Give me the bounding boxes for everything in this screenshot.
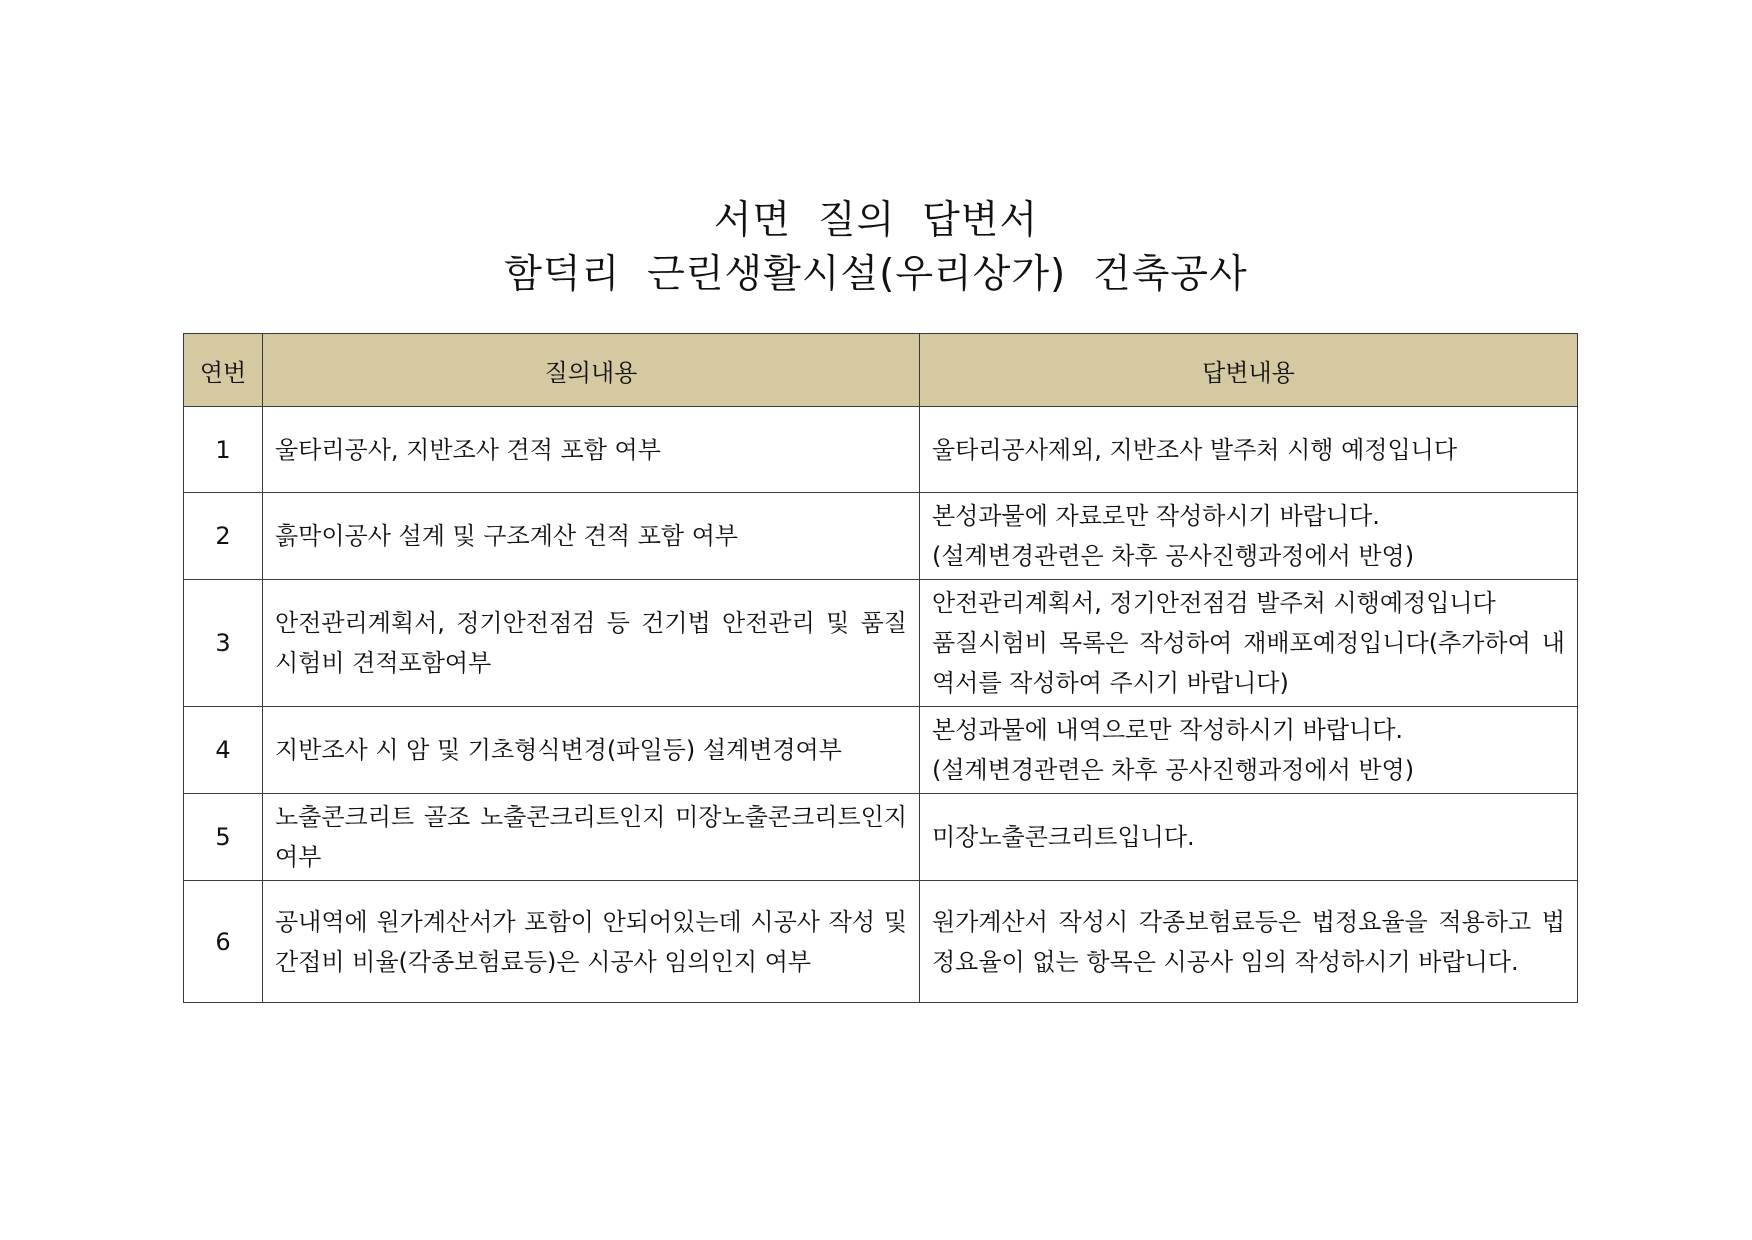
answer-cell <box>920 881 1578 1003</box>
table-row <box>184 881 1578 1003</box>
question-cell: 지반조사 시 암 및 기초형식변경(파일등) 설계변경여부 <box>263 707 920 794</box>
answer-cell <box>920 493 1578 580</box>
table-row <box>184 707 1578 794</box>
answer-line: 본성과물에 내역으로만 작성하시기 바랍니다. <box>932 716 1404 744</box>
answer-line: (설계변경관련은 차후 공사진행과정에서 반영) <box>932 542 1415 570</box>
row-number: 2 <box>184 493 263 580</box>
question-cell: 울타리공사, 지반조사 견적 포함 여부 <box>263 407 920 493</box>
row-number: 3 <box>184 580 263 707</box>
answer-line: 본성과물에 자료로만 작성하시기 바랍니다. <box>932 502 1380 530</box>
answer-cell <box>920 707 1578 794</box>
table-row <box>184 407 1578 493</box>
document-header <box>0 196 1752 300</box>
row-number: 5 <box>184 794 263 881</box>
question-cell: 공내역에 원가계산서가 포함이 안되어있는데 시공사 작성 및 간접비 비율(각종보험료등)은 시공사 임의인지 여부 <box>263 881 920 1003</box>
table-row <box>184 493 1578 580</box>
answer-line: 울타리공사제외, 지반조사 발주처 시행 예정입니다 <box>932 435 1458 464</box>
row-number: 1 <box>184 407 263 493</box>
document-title: 서면 질의 답변서 <box>713 198 1039 243</box>
question-cell: 노출콘크리트 골조 노출콘크리트인지 미장노출콘크리트인지여부 <box>263 794 920 881</box>
answer-cell <box>920 407 1578 493</box>
answer-line: (설계변경관련은 차후 공사진행과정에서 반영) <box>932 756 1415 784</box>
answer-line: 원가계산서 작성시 각종보험료등은 법정요율을 적용하고 법정요율이 없는 항목은 시공사 임의 작성하시기 바랍니다. <box>932 907 1565 976</box>
question-cell: 흙막이공사 설계 및 구조계산 견적 포함 여부 <box>263 493 920 580</box>
row-number: 4 <box>184 707 263 794</box>
answer-cell <box>920 580 1578 707</box>
answer-line: 안전관리계획서, 정기안전점검 발주처 시행예정입니다 <box>932 589 1496 617</box>
question-cell: 안전관리계획서, 정기안전점검 등 건기법 안전관리 및 품질시험비 견적포함여부 <box>263 580 920 707</box>
header-question: 질의내용 <box>263 334 920 407</box>
answer-line: 품질시험비 목록은 작성하여 재배포예정입니다(추가하여 내역서를 작성하여 주시기 바랍니다) <box>932 629 1565 697</box>
document-subtitle: 함덕리 근린생활시설(우리상가) 건축공사 <box>504 252 1248 297</box>
header-answer: 답변내용 <box>920 334 1578 407</box>
table-header-row <box>184 334 1578 407</box>
table-row <box>184 794 1578 881</box>
table-row <box>184 580 1578 707</box>
header-number: 연번 <box>184 334 263 407</box>
row-number: 6 <box>184 881 263 1003</box>
answer-cell <box>920 794 1578 881</box>
answer-line: 미장노출콘크리트입니다. <box>932 823 1195 851</box>
qa-table <box>183 333 1578 1003</box>
